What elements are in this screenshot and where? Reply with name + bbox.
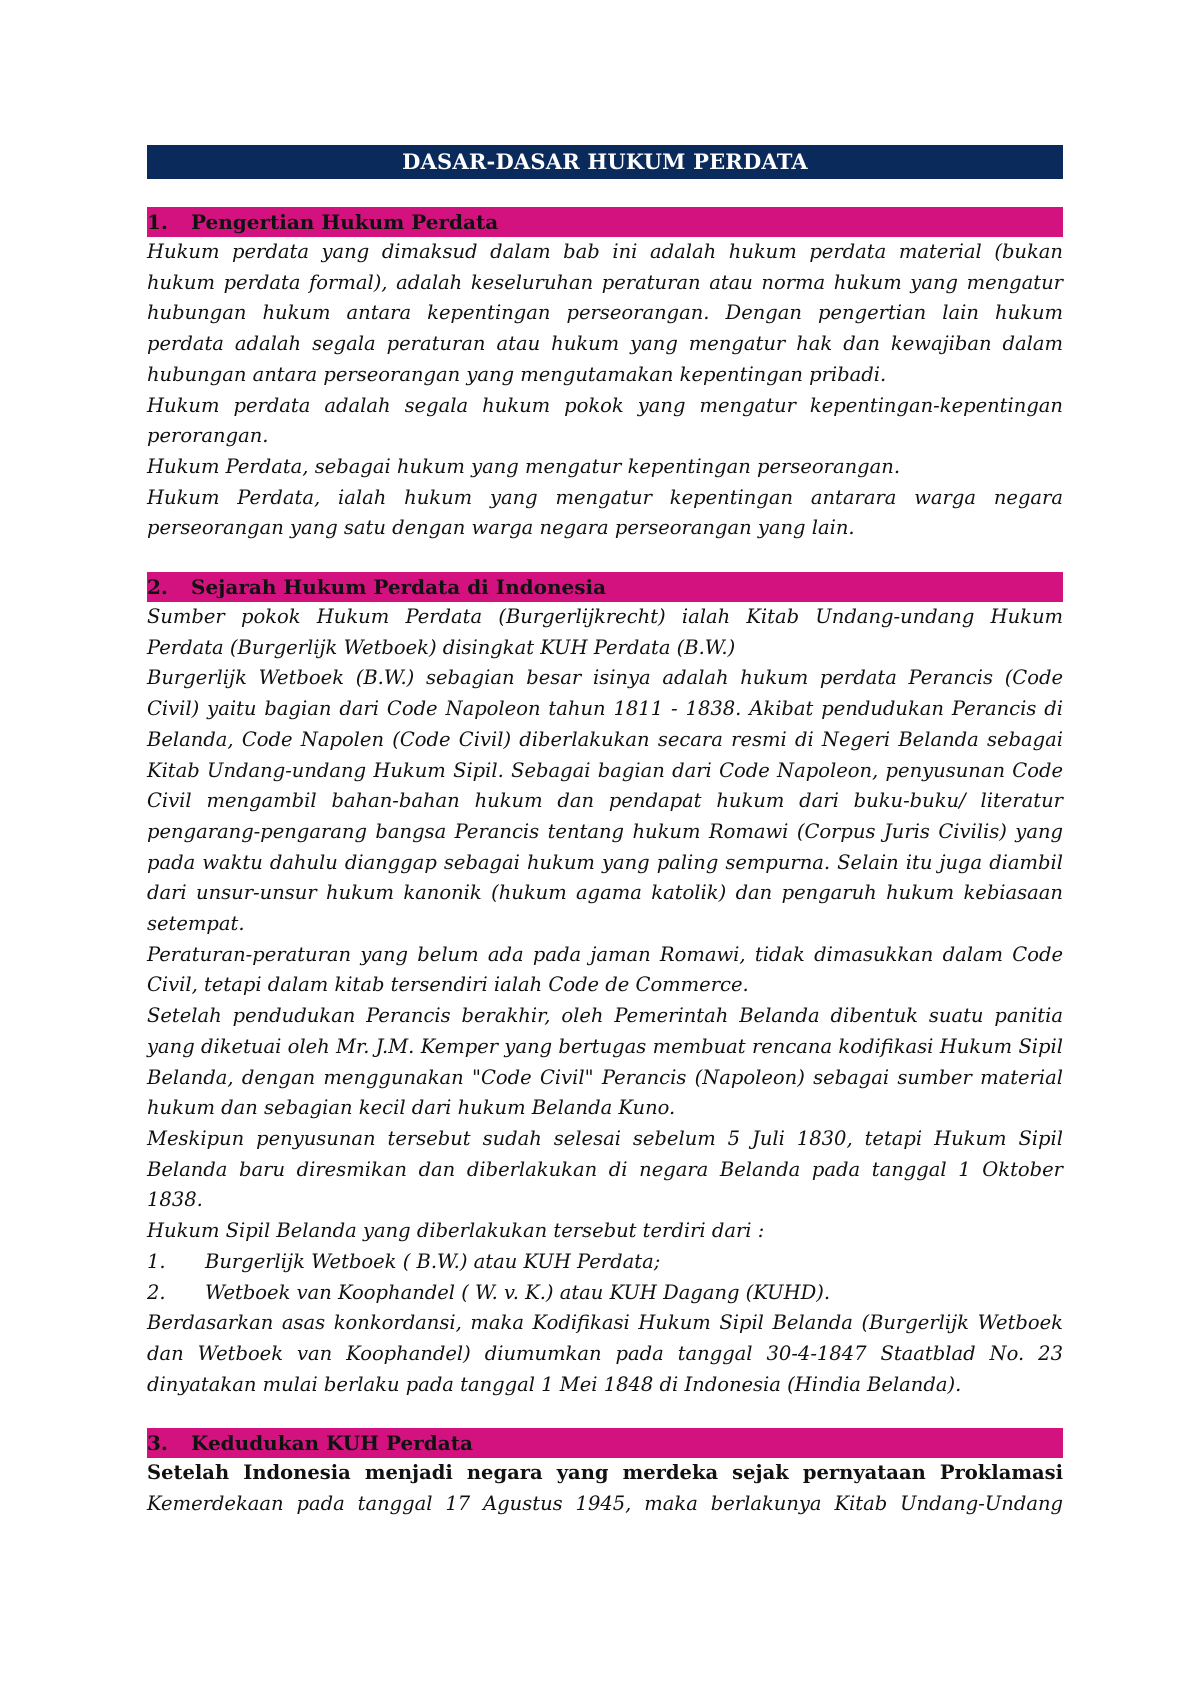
list-item (147, 1278, 1063, 1309)
document-title: DASAR-DASAR HUKUM PERDATA (147, 145, 1063, 179)
paragraph: Peraturan-peraturan yang belum ada pada jaman Romawi, tidak dimasukkan dalam Code Civil, tetapi dalam kitab tersendiri ialah Code de Commerce. (147, 942, 1063, 997)
section-heading-1 (147, 207, 1063, 237)
section-heading-3 (147, 1428, 1063, 1458)
list-text: Burgerlijk Wetboek ( B.W.) atau KUH Perdata; (205, 1249, 661, 1273)
paragraph-bold: Setelah Indonesia menjadi negara yang merdeka sejak pernyataan Proklamasi (147, 1461, 1063, 1485)
paragraph: Kemerdekaan pada tanggal 17 Agustus 1945, maka berlakunya Kitab Undang-Undang (147, 1492, 1063, 1516)
list-number: 2. (147, 1280, 166, 1304)
paragraph: Hukum Perdata, sebagai hukum yang mengatur kepentingan perseorangan. (147, 454, 901, 478)
section-heading-2 (147, 572, 1063, 602)
section-title: Sejarah Hukum Perdata di Indonesia (191, 575, 607, 600)
list-text: Wetboek van Koophandel ( W. v. K.) atau KUH Dagang (KUHD). (205, 1280, 831, 1304)
document-page (147, 145, 1063, 1520)
paragraph: Burgerlijk Wetboek (B.W.) sebagian besar isinya adalah hukum perdata Perancis (Code Civil) yaitu bagian dari Code Napoleon tahun 1811 - 1838. Akibat pendudukan Perancis di Belanda, Code Napolen (Code Civil) diberlakukan secara resmi di Negeri Belanda sebagai Kitab Undang-undang Hukum Sipil. Sebagai bagian dari Code Napoleon, penyusunan Code Civil mengambil bahan-bahan hukum dan pendapat hukum dari buku-buku/ literatur pengarang-pengarang bangsa Perancis tentang hukum Romawi (Corpus Juris Civilis) yang pada waktu dahulu dianggap sebagai hukum yang paling sempurna. Selain itu juga diambil dari unsur-unsur hukum kanonik (hukum agama katolik) dan pengaruh hukum kebiasaan setempat. (147, 666, 1063, 936)
paragraph: Hukum perdata yang dimaksud dalam bab ini adalah hukum perdata material (bukan hukum perdata formal), adalah keseluruhan peraturan atau norma hukum yang mengatur hubungan hukum antara kepentingan perseorangan. Dengan pengertian lain hukum perdata adalah segala peraturan atau hukum yang mengatur hak dan kewajiban dalam hubungan antara perseorangan yang mengutamakan kepentingan pribadi. (147, 240, 1063, 386)
section-number: 3. (147, 1431, 168, 1456)
section-number: 2. (147, 575, 168, 600)
paragraph: Hukum Sipil Belanda yang diberlakukan tersebut terdiri dari : (147, 1219, 765, 1243)
paragraph: Hukum perdata adalah segala hukum pokok yang mengatur kepentingan-kepentingan perorangan. (147, 393, 1063, 448)
paragraph: Sumber pokok Hukum Perdata (Burgerlijkrecht) ialah Kitab Undang-undang Hukum Perdata (Burgerlijk Wetboek) disingkat KUH Perdata (B.W.) (147, 605, 1063, 659)
section-number: 1. (147, 210, 168, 234)
paragraph: Hukum Perdata, ialah hukum yang mengatur kepentingan antarara warga negara perseorangan yang satu dengan warga negara perseorangan yang lain. (147, 485, 1063, 540)
paragraph: Setelah pendudukan Perancis berakhir, oleh Pemerintah Belanda dibentuk suatu panitia yang diketuai oleh Mr. J.M. Kemper yang bertugas membuat rencana kodifikasi Hukum Sipil Belanda, dengan menggunakan "Code Civil" Perancis (Napoleon) sebagai sumber material hukum dan sebagian kecil dari hukum Belanda Kuno. (147, 1004, 1063, 1120)
list-number: 1. (147, 1249, 166, 1273)
paragraph: Meskipun penyusunan tersebut sudah selesai sebelum 5 Juli 1830, tetapi Hukum Sipil Belanda baru diresmikan dan diberlakukan di negara Belanda pada tanggal 1 Oktober 1838. (147, 1126, 1063, 1212)
paragraph: Berdasarkan asas konkordansi, maka Kodifikasi Hukum Sipil Belanda (Burgerlijk Wetboek dan Wetboek van Koophandel) diumumkan pada tanggal 30-4-1847 Staatblad No. 23 dinyatakan mulai berlaku pada tanggal 1 Mei 1848 di Indonesia (Hindia Belanda). (147, 1311, 1063, 1396)
list-item (147, 1247, 1063, 1278)
section-title: Pengertian Hukum Perdata (191, 210, 499, 234)
section-title: Kedudukan KUH Perdata (191, 1431, 473, 1456)
